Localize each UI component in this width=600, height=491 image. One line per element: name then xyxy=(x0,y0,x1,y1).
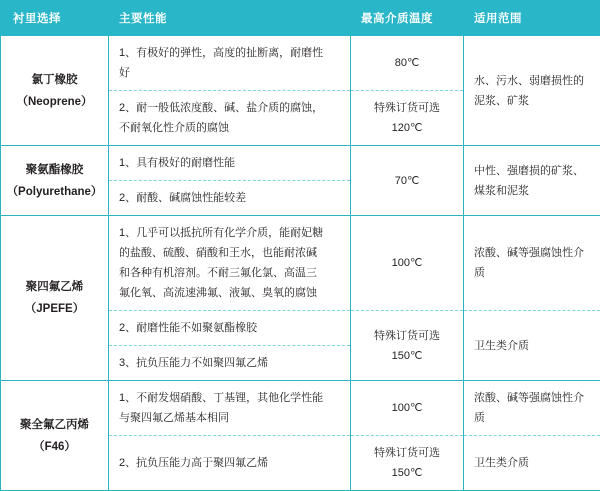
temperature-cell: 特殊订货可选 120℃ xyxy=(351,91,464,146)
header-row xyxy=(1,1,600,36)
header-lining-selection: 衬里选择 xyxy=(1,1,109,36)
property-cell: 1、不耐发烟硝酸、丁基锂，其他化学性能 与聚四氟乙烯基本相同 xyxy=(109,381,351,436)
property-cell: 2、耐一般低浓度酸、碱、盐介质的腐蚀， 不耐氧化性介质的腐蚀 xyxy=(109,91,351,146)
property-cell: 3、抗负压能力不如聚四氟乙烯 xyxy=(109,346,351,381)
application-range-cell: 卫生类介质 xyxy=(464,311,600,381)
table-row xyxy=(1,381,600,436)
property-cell: 1、几乎可以抵抗所有化学介质，能耐妃糖 的盐酸、硫酸、硝酸和王水，也能耐浓碱 和各种有机溶剂。不耐三氟化氯、高温三 氟化氧、高流速沸氟、液氟、臭氧的腐蚀 xyxy=(109,216,351,311)
material-name-neoprene: 氯丁橡胶 （Neoprene） xyxy=(1,36,109,146)
header-max-medium-temperature: 最高介质温度 xyxy=(351,1,464,36)
table-row xyxy=(1,216,600,311)
application-range-cell: 浓酸、碱等强腐蚀性介 质 xyxy=(464,381,600,436)
temperature-cell: 80℃ xyxy=(351,36,464,91)
material-name-ptfe: 聚四氟乙烯 （JPEFE） xyxy=(1,216,109,381)
application-range-cell: 中性、强磨损的矿浆、 煤浆和泥浆 xyxy=(464,146,600,216)
table-body xyxy=(1,36,600,491)
table-header xyxy=(1,1,600,36)
application-range-cell: 浓酸、碱等强腐蚀性介 质 xyxy=(464,216,600,311)
header-application-range: 适用范围 xyxy=(464,1,600,36)
header-main-performance: 主要性能 xyxy=(109,1,351,36)
material-name-polyurethane: 聚氨酯橡胶 （Polyurethane） xyxy=(1,146,109,216)
application-range-cell: 卫生类介质 xyxy=(464,436,600,491)
table-row xyxy=(1,36,600,91)
application-range-cell: 水、污水、弱磨损性的 泥浆、矿浆 xyxy=(464,36,600,146)
temperature-cell: 特殊订货可选 150℃ xyxy=(351,436,464,491)
temperature-cell: 100℃ xyxy=(351,216,464,311)
property-cell: 2、耐酸、碱腐蚀性能较差 xyxy=(109,181,351,216)
material-name-fep: 聚全氟乙丙烯 （F46） xyxy=(1,381,109,491)
property-cell: 2、耐磨性能不如聚氨酯橡胶 xyxy=(109,311,351,346)
temperature-cell: 70℃ xyxy=(351,146,464,216)
property-cell: 1、有极好的弹性，高度的扯断离，耐磨性 好 xyxy=(109,36,351,91)
temperature-cell: 特殊订货可选 150℃ xyxy=(351,311,464,381)
property-cell: 1、具有极好的耐磨性能 xyxy=(109,146,351,181)
property-cell: 2、抗负压能力高于聚四氟乙烯 xyxy=(109,436,351,491)
table-row xyxy=(1,146,600,181)
temperature-cell: 100℃ xyxy=(351,381,464,436)
